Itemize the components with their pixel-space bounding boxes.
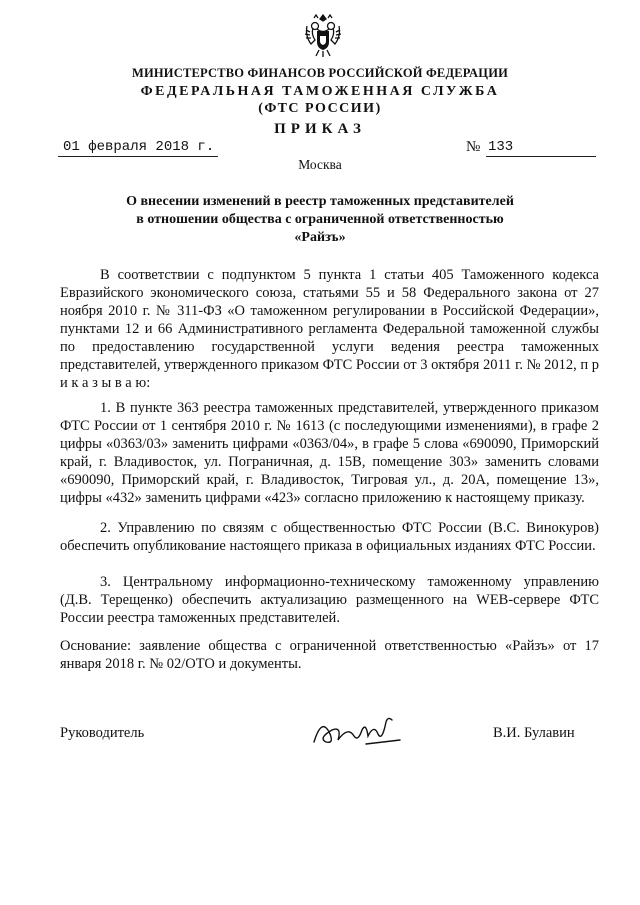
coat-of-arms-emblem [303, 14, 343, 60]
basis-text: Основание: заявление общества с ограниченной ответственностью «Райзъ» от 17 января 2018 г. № 02/ОТО и документы. [60, 638, 599, 672]
ministry-heading: МИНИСТЕРСТВО ФИНАНСОВ РОССИЙСКОЙ ФЕДЕРАЦИИ [131, 66, 509, 80]
order-number-label: № [466, 139, 481, 155]
item-3-paragraph [60, 573, 599, 627]
preamble-paragraph [60, 266, 599, 392]
signatory-role: Руководитель [60, 725, 145, 741]
title-line-2: в отношении общества с ограниченной ответственностью [136, 212, 504, 227]
item-3-text: 3. Центральному информационно-техническому таможенному управлению (Д.В. Терещенко) обеспечить актуализацию размещенного на WEB-сервере ФТС России реестра таможенных представителей. [60, 574, 599, 626]
item-1-text: 1. В пункте 363 реестра таможенных представителей, утвержденного приказом ФТС России от 1 сентября 2010 г. № 1613 (с последующими изменениями), в графе 2 цифры «0363/03» заменить цифрами «0363/04», в графе 5 слова «690090, Приморский край, г. Владивосток, ул. Пограничная, д. 15В, помещение 303» заменить словами «690090, Приморский край, г. Владивосток, Тигровая ул., д. 20А, помещение 13», цифры «432» заменить цифрами «423» согласно приложению к настоящему приказу. [60, 400, 599, 506]
service-short-heading: (ФТС РОССИИ) [258, 101, 382, 116]
basis-paragraph [60, 637, 599, 673]
order-number: 133 [488, 139, 514, 155]
document-title [0, 193, 640, 247]
item-2-paragraph [60, 519, 599, 555]
item-2-text: 2. Управлению по связям с общественностью ФТС России (В.С. Винокуров) обеспечить опубликование настоящего приказа в официальных изданиях ФТС России. [60, 520, 599, 554]
handwritten-signature [308, 712, 404, 752]
order-date: 01 февраля 2018 г. [63, 139, 215, 155]
service-heading: ФЕДЕРАЛЬНАЯ ТАМОЖЕННАЯ СЛУЖБА [140, 84, 500, 99]
document-type-heading: ПРИКАЗ [274, 121, 366, 137]
preamble-text: В соответствии с подпунктом 5 пункта 1 статьи 405 Таможенного кодекса Евразийского экономического союза, статьями 55 и 58 Федерального закона от 27 ноября 2010 г. № 311-ФЗ «О таможенном регулировании в Российской Федерации», пунктами 12 и 66 Административного регламента Федеральной таможенной службы по предоставлению государственной услуги ведения реестра таможенных представителей, утвержденного приказом ФТС России от 3 октября 2011 г. № 2012, [60, 267, 599, 373]
signatory-name: В.И. Булавин [493, 725, 575, 741]
city: Москва [298, 157, 342, 172]
item-1-paragraph [60, 399, 599, 507]
order-word: п р и к а з ы в а ю: [60, 357, 600, 391]
title-line-1: О внесении изменений в реестр таможенных представителей [126, 194, 514, 209]
title-line-3: «Райзъ» [294, 230, 346, 245]
